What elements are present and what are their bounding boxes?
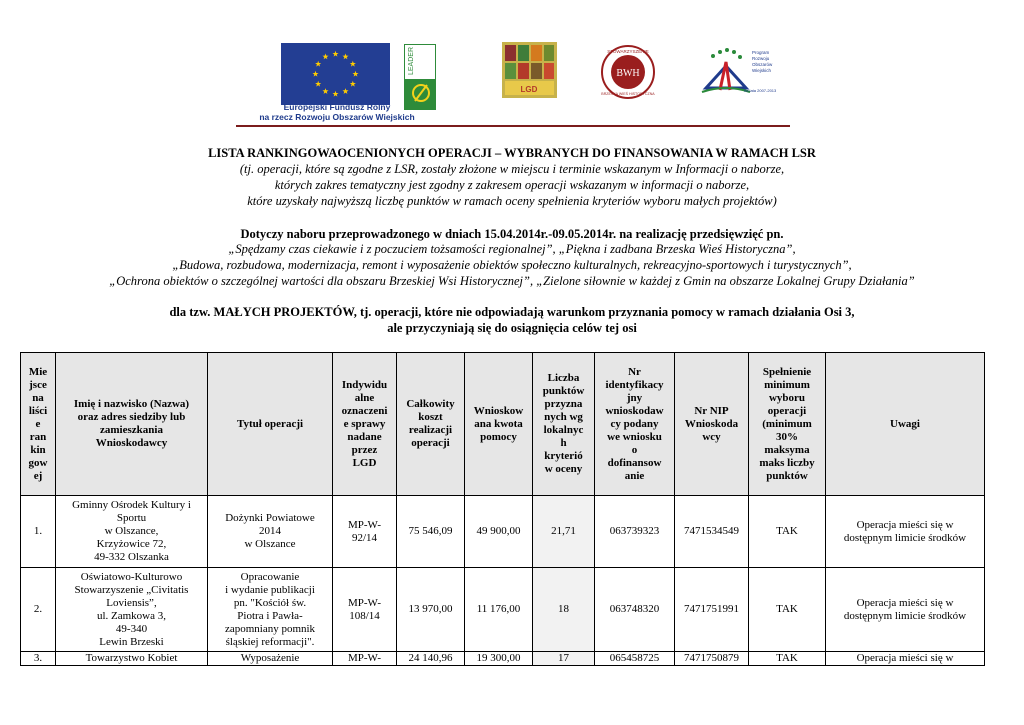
col-notes: Uwagi: [826, 353, 985, 496]
subtitle-line2: których zakres tematyczny jest zgodny z zakresem operacji wskazanym w informacji o naborze,: [274, 178, 750, 192]
lgd-text: LGD: [520, 85, 538, 94]
cell-min: TAK: [749, 568, 826, 652]
col-min: Spełnienie minimum wyboru operacji (minimum 30% maksyma maks liczby punktów: [749, 353, 826, 496]
header-rule: [236, 125, 790, 127]
col-idnum: Nr identyfikacy jny wnioskodaw cy podany we wniosku o dofinansow anie: [595, 353, 675, 496]
cell-title: Dożynki Powiatowe 2014 w Olszance: [208, 496, 333, 568]
cell-pts: 17: [533, 652, 595, 666]
cell-req: 11 176,00: [465, 568, 533, 652]
col-ind: Indywidu alne oznaczeni e sprawy nadane przez LGD: [333, 353, 397, 496]
bwh-bottom-text: BRZESKA WIEŚ HISTORYCZNA: [601, 92, 655, 96]
cell-title: Wyposażenie: [208, 652, 333, 666]
cell-lp: 2.: [21, 568, 56, 652]
logo-bar: [0, 40, 1024, 130]
subtitle-line1: (tj. operacji, które są zgodne z LSR, zostały złożone w miejscu i terminie wskazanym w Informacji o naborze,: [239, 162, 785, 176]
col-title: Tytuł operacji: [208, 353, 333, 496]
col-req: Wnioskow ana kwota pomocy: [465, 353, 533, 496]
subtitle-line3: które uzyskały najwyższą liczbę punktów w ramach oceny spełnienia kryteriów wyboru małych projektów): [247, 194, 777, 208]
cell-nip: 7471751991: [675, 568, 749, 652]
cell-name: Oświatowo-Kulturowo Stowarzyszenie „Civitatis Loviensis”, ul. Zamkowa 3, 49-340 Lewin Brzeski: [56, 568, 208, 652]
cell-idnum: 065458725: [595, 652, 675, 666]
page-title: LISTA RANKINGOWAOCENIONYCH OPERACJI – WYBRANYCH DO FINANSOWANIA W RAMACH LSR: [208, 146, 816, 160]
cell-idnum: 063748320: [595, 568, 675, 652]
cell-cost: 13 970,00: [397, 568, 465, 652]
prow-line4: Wiejskich: [752, 68, 772, 73]
cell-min: TAK: [749, 496, 826, 568]
cell-ind: MP-W- 108/14: [333, 568, 397, 652]
prow-line3: Obszarów: [752, 62, 773, 67]
cell-cost: 75 546,09: [397, 496, 465, 568]
eu-flag-logo: [281, 43, 390, 105]
nabor-line: Dotyczy naboru przeprowadzonego w dniach 15.04.2014r.-09.05.2014r. na realizację przedsięwzięć pn.: [240, 227, 784, 241]
cell-lp: 1.: [21, 496, 56, 568]
przedsiewziecia-line2: „Budowa, rozbudowa, modernizacja, remont i wyposażenie obiektów społeczno kulturalnych, rekreacyjno-sportowych i turystycznych”,: [172, 258, 852, 272]
cell-name: Gminny Ośrodek Kultury i Sportu w Olszance, Krzyżowice 72, 49-332 Olszanka: [56, 496, 208, 568]
col-nip: Nr NIP Wnioskoda wcy: [675, 353, 749, 496]
cell-req: 19 300,00: [465, 652, 533, 666]
cell-lp: 3.: [21, 652, 56, 666]
bwh-top-text: STOWARZYSZENIE: [607, 49, 649, 54]
cell-notes: Operacja mieści się w dostępnym limicie środków: [826, 568, 985, 652]
przedsiewziecia-line1: „Spędzamy czas ciekawie i z poczuciem tożsamości regionalnej”, „Piękna i zadbana Brzeska Wieś Historyczna”,: [228, 242, 796, 256]
przedsiewziecia-line3: „Ochrona obiektów o szczególnej wartości dla obszaru Brzeskiej Wsi Historycznej”, „Zielone siłownie w każdej z Gmin na obszarze Lokalnej Grupy Działania”: [109, 274, 915, 288]
cell-pts: 18: [533, 568, 595, 652]
cell-notes: Operacja mieści się w: [826, 652, 985, 666]
lgd-logo: [502, 42, 557, 98]
cell-nip: 7471750879: [675, 652, 749, 666]
col-pts: Liczba punktów przyzna nych wg lokalnyc h kryterió w oceny: [533, 353, 595, 496]
table-header-row: [21, 353, 985, 496]
cell-req: 49 900,00: [465, 496, 533, 568]
prow-logo: [700, 44, 782, 100]
cell-name: Towarzystwo Kobiet: [56, 652, 208, 666]
table-row: [21, 496, 985, 568]
eu-stars-icon: [281, 43, 390, 105]
cell-nip: 7471534549: [675, 496, 749, 568]
prow-line5: na lata 2007-2013: [744, 88, 777, 93]
eu-caption-line1: Europejski Fundusz Rolny: [283, 102, 391, 112]
cell-ind: MP-W-: [333, 652, 397, 666]
cell-idnum: 063739323: [595, 496, 675, 568]
male-projekty-line2: ale przyczyniają się do osiągnięcia celów tej osi: [387, 321, 637, 335]
table-row: [21, 568, 985, 652]
bwh-logo: [600, 42, 657, 106]
cell-title: Opracowanie i wydanie publikacji pn. "Kościół św. Piotra i Pawła- zapomniany pomnik śląskiej reformacji".: [208, 568, 333, 652]
table-row: [21, 652, 985, 666]
prow-line1: Program: [752, 50, 770, 55]
prow-line2: Rozwoju: [752, 56, 770, 61]
cell-ind: MP-W- 92/14: [333, 496, 397, 568]
cell-notes: Operacja mieści się w dostępnym limicie środków: [826, 496, 985, 568]
ranking-table: [20, 352, 985, 666]
male-projekty-line1: dla tzw. MAŁYCH PROJEKTÓW, tj. operacji, które nie odpowiadają warunkom przyznania pomocy w ramach działania Osi 3,: [169, 305, 855, 319]
col-lp: Mie jsce na liści e ran kin gow ej: [21, 353, 56, 496]
eu-caption-line2: na rzecz Rozwoju Obszarów Wiejskich: [259, 112, 415, 122]
cell-cost: 24 140,96: [397, 652, 465, 666]
leader-logo: [404, 44, 436, 110]
bwh-text: BWH: [616, 68, 640, 79]
leader-text: LEADER: [408, 46, 415, 75]
cell-pts: 21,71: [533, 496, 595, 568]
col-cost: Całkowity koszt realizacji operacji: [397, 353, 465, 496]
col-name: Imię i nazwisko (Nazwa) oraz adres siedziby lub zamieszkania Wnioskodawcy: [56, 353, 208, 496]
cell-min: TAK: [749, 652, 826, 666]
